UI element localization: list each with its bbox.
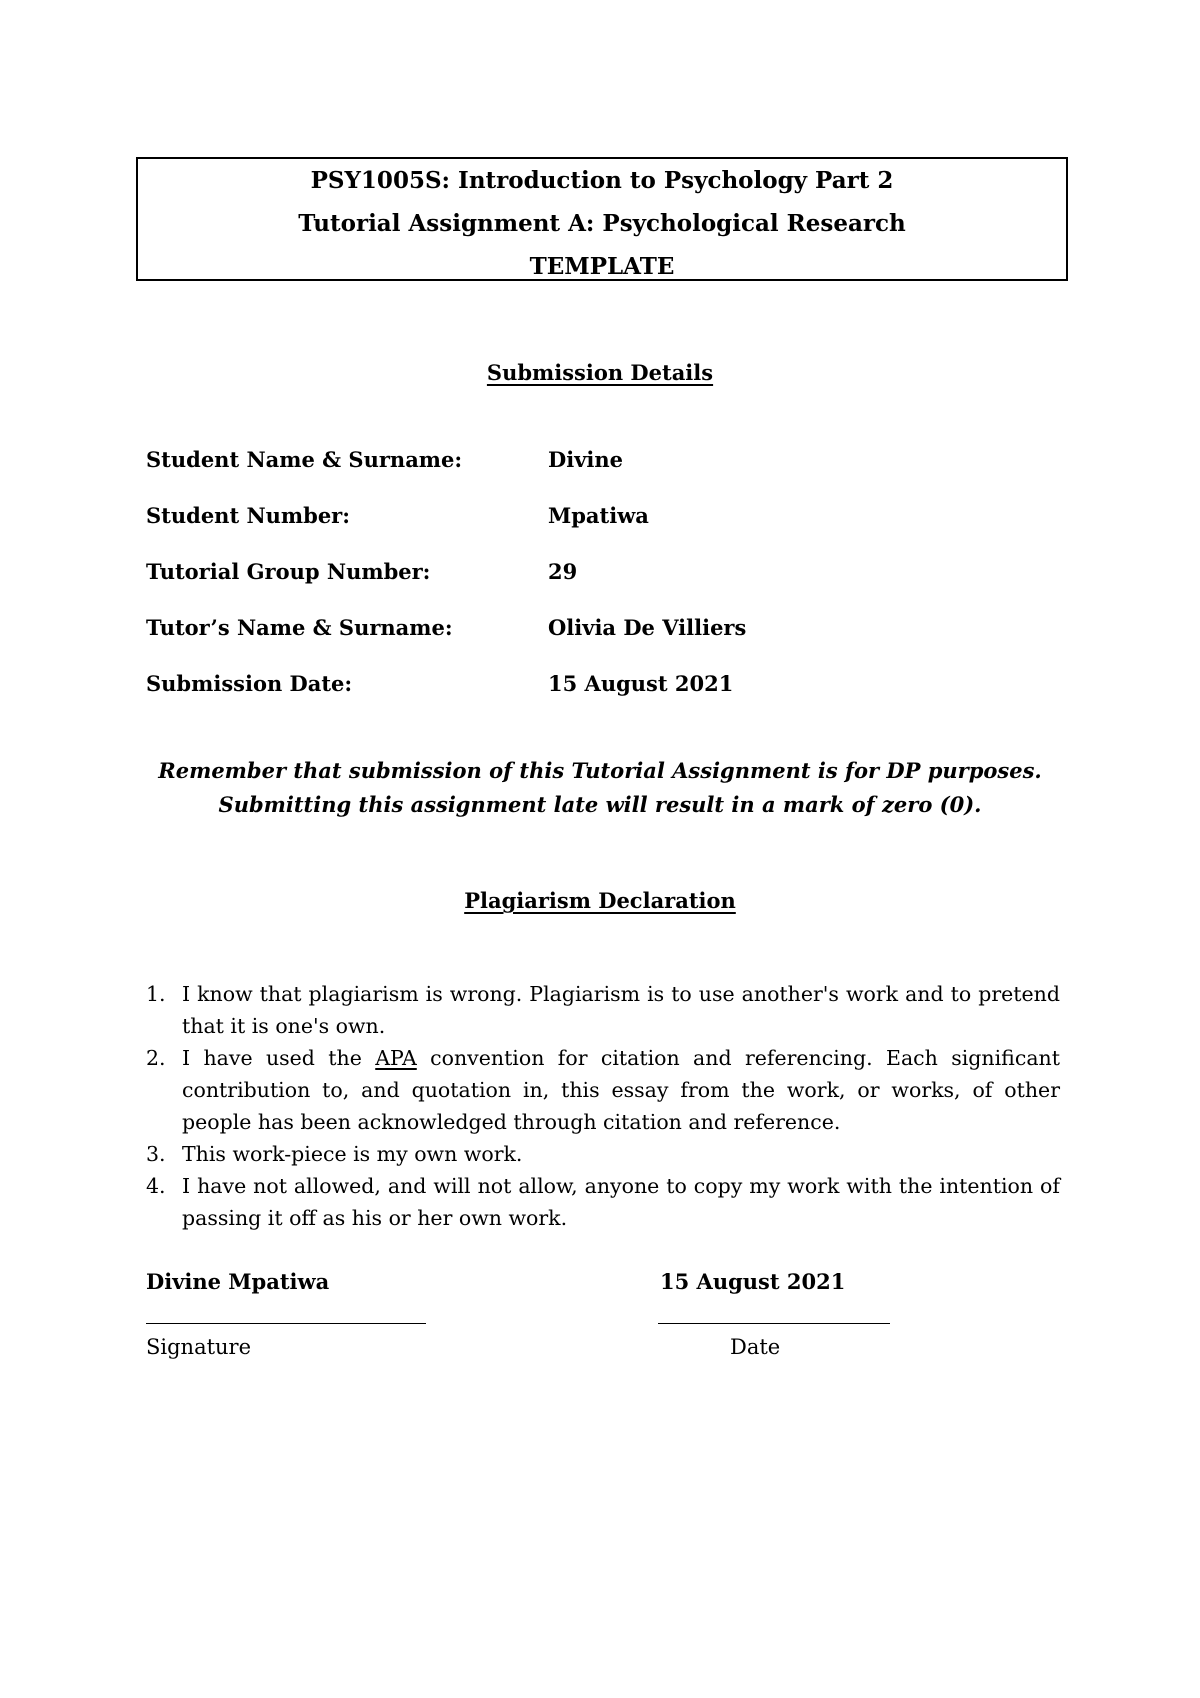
detail-row-student-name xyxy=(0,447,1200,477)
signature-line xyxy=(146,1323,426,1324)
detail-row-student-number xyxy=(0,503,1200,533)
detail-label: Tutorial Group Number: xyxy=(146,559,431,584)
signer-name: Divine Mpatiwa xyxy=(146,1269,330,1294)
detail-label: Tutor’s Name & Surname: xyxy=(146,615,453,640)
declaration-number: 3. xyxy=(146,1142,166,1166)
apa-term: APA xyxy=(375,1046,417,1070)
detail-value: 29 xyxy=(548,559,578,584)
assignment-title: Tutorial Assignment A: Psychological Research xyxy=(298,210,906,237)
detail-row-tutor-name xyxy=(0,615,1200,645)
declaration-number: 1. xyxy=(146,982,166,1006)
date-caption: Date xyxy=(730,1335,781,1359)
detail-label: Submission Date: xyxy=(146,671,353,696)
date-line xyxy=(658,1323,890,1324)
declaration-item-2 xyxy=(146,1042,1060,1138)
declaration-item-4 xyxy=(146,1170,1060,1234)
detail-label: Student Name & Surname: xyxy=(146,447,463,472)
signature-caption: Signature xyxy=(146,1335,252,1359)
reminder-line-2: Submitting this assignment late will result in a mark of zero (0). xyxy=(218,792,982,817)
detail-value: Olivia De Villiers xyxy=(548,615,747,640)
title-box xyxy=(136,157,1068,281)
declaration-number: 4. xyxy=(146,1174,166,1198)
detail-label: Student Number: xyxy=(146,503,351,528)
declaration-number: 2. xyxy=(146,1046,166,1070)
detail-row-tutorial-group xyxy=(0,559,1200,589)
detail-row-submission-date xyxy=(0,671,1200,701)
signed-date: 15 August 2021 xyxy=(660,1269,846,1294)
declaration-text: This work-piece is my own work. xyxy=(182,1142,523,1166)
detail-value: Mpatiwa xyxy=(548,503,649,528)
template-label: TEMPLATE xyxy=(529,253,675,280)
plagiarism-declaration-heading: Plagiarism Declaration xyxy=(464,888,736,913)
declaration-item-3 xyxy=(146,1138,1060,1170)
declaration-text: I know that plagiarism is wrong. Plagiarism is to use another's work and to pretend that it is one's own. xyxy=(182,982,1060,1038)
course-title: PSY1005S: Introduction to Psychology Part 2 xyxy=(310,167,894,194)
detail-value: 15 August 2021 xyxy=(548,671,734,696)
declaration-text-end: convention for citation and referencing. Each significant contribution to, and quotation in, this essay from the work, or works, of other people has been acknowledged through citation and reference. xyxy=(182,1046,1060,1134)
declaration-item-1 xyxy=(146,978,1060,1042)
declaration-text xyxy=(182,1042,1060,1138)
declaration-text: I have not allowed, and will not allow, anyone to copy my work with the intention of passing it off as his or her own work. xyxy=(182,1174,1060,1230)
reminder-line-1: Remember that submission of this Tutorial Assignment is for DP purposes. xyxy=(158,758,1042,783)
submission-details-heading: Submission Details xyxy=(486,360,714,385)
detail-value: Divine xyxy=(548,447,623,472)
declaration-text-start: I have used the xyxy=(182,1046,376,1070)
